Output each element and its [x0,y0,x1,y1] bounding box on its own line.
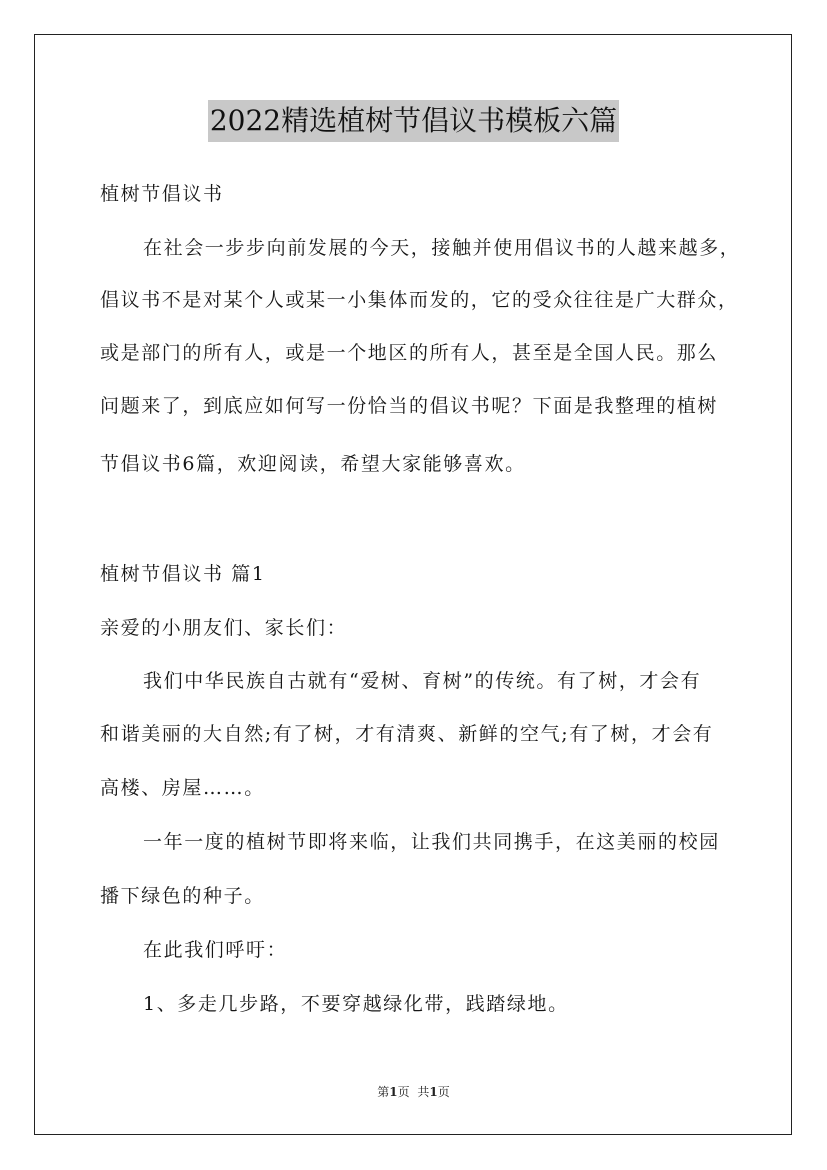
salutation: 亲爱的小朋友们、家长们： [100,617,348,639]
paragraph-line: 倡议书不是对某个人或某一小集体而发的，它的受众往往是广大群众， [100,289,739,311]
paragraph-line: 和谐美丽的大自然;有了树，才有清爽、新鲜的空气;有了树，才会有 [100,723,714,745]
paragraph-line: 一年一度的植树节即将来临，让我们共同携手，在这美丽的校园 [143,831,720,853]
paragraph-line: 在此我们呼吁： [143,939,288,961]
paragraph-line: 在社会一步步向前发展的今天，接触并使用倡议书的人越来越多， [143,237,741,259]
paragraph-line: 或是部门的所有人，或是一个地区的所有人，甚至是全国人民。那么 [100,342,719,364]
list-item: 1、多走几步路，不要穿越绿化带，践踏绿地。 [143,993,569,1015]
section-heading: 植树节倡议书 篇1 [100,563,266,585]
document-title: 2022精选植树节倡议书模板六篇 [208,100,619,142]
page-number: 1 [389,1085,398,1099]
page-prefix: 第 [377,1085,390,1099]
page-suffix: 页 [397,1085,410,1099]
title-container [0,100,827,142]
paragraph-line: 播下绿色的种子。 [100,885,265,907]
paragraph-line: 节倡议书6篇，欢迎阅读，希望大家能够喜欢。 [100,453,526,475]
paragraph-line: 我们中华民族自古就有“爱树、育树”的传统。有了树，才会有 [143,670,702,692]
paragraph-line: 高楼、房屋……。 [100,777,265,799]
total-suffix: 页 [437,1085,450,1099]
page-footer [0,1083,827,1101]
section-heading: 植树节倡议书 [100,183,224,205]
paragraph-line: 问题来了，到底应如何写一份恰当的倡议书呢？下面是我整理的植树 [100,395,719,417]
total-prefix: 共 [417,1085,430,1099]
total-pages: 1 [429,1085,438,1099]
